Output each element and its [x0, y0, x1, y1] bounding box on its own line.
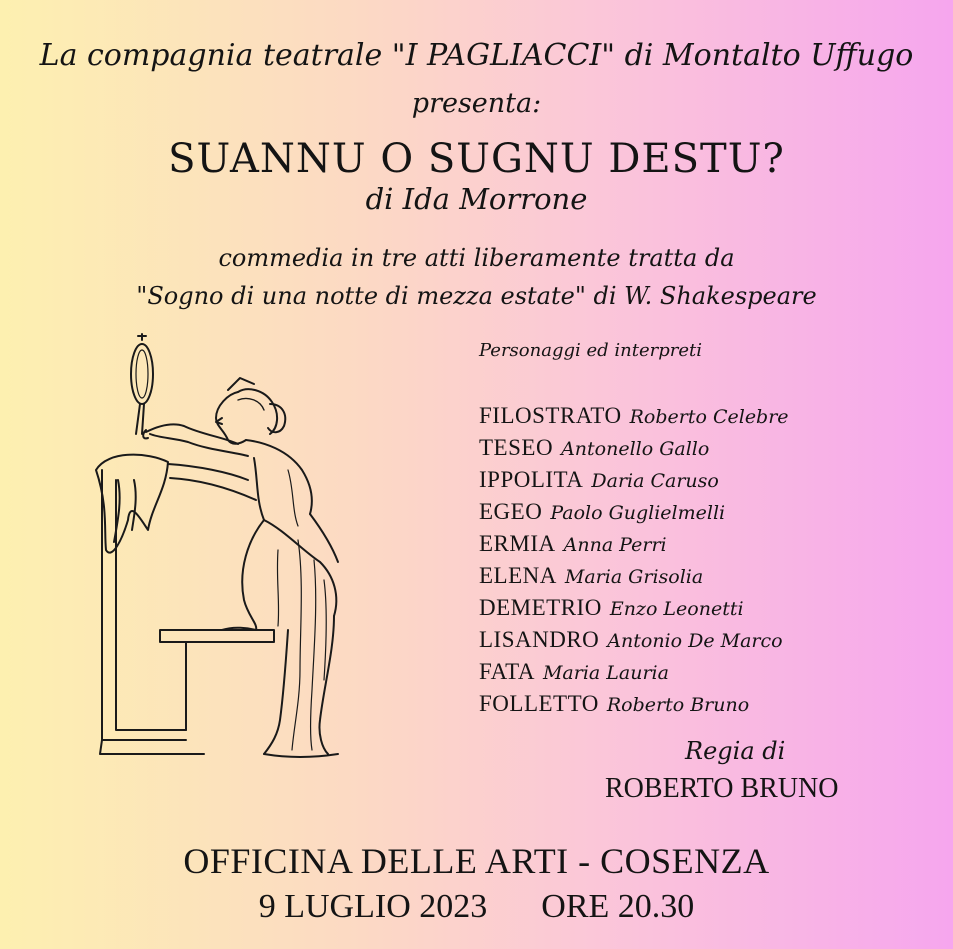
cast-member [479, 688, 789, 720]
cast-member [479, 592, 789, 624]
venue: OFFICINA DELLE ARTI - COSENZA [183, 841, 770, 881]
director-label: Regia di [685, 737, 786, 765]
cast-member [479, 432, 789, 464]
play-title: SUANNU O SUGNU DESTU? [168, 136, 785, 182]
cast-actor: Roberto Bruno [606, 694, 750, 716]
cast-actor: Maria Lauria [542, 662, 669, 684]
cast-list [479, 400, 789, 720]
cast-actor: Roberto Celebre [629, 406, 789, 428]
event-date: 9 LUGLIO 2023 [258, 888, 488, 925]
cast-actor: Antonello Gallo [561, 438, 710, 460]
cast-actor: Maria Grisolia [564, 566, 704, 588]
cast-role: FILOSTRATO [479, 403, 622, 428]
cast-role: TESEO [479, 435, 554, 460]
cast-role: FATA [479, 659, 535, 684]
cast-actor: Paolo Guglielmelli [550, 502, 726, 524]
play-author: di Ida Morrone [365, 182, 588, 216]
cast-member [479, 496, 789, 528]
cast-role: LISANDRO [479, 627, 600, 652]
cast-role: DEMETRIO [479, 595, 602, 620]
cast-member [479, 528, 789, 560]
cast-role: FOLLETTO [479, 691, 599, 716]
cast-actor: Daria Caruso [591, 470, 719, 492]
cast-member [479, 624, 789, 656]
cast-member [479, 464, 789, 496]
cast-role: ELENA [479, 563, 557, 588]
company-line: La compagnia teatrale "I PAGLIACCI" di Montalto Uffugo [39, 38, 914, 73]
director-name: ROBERTO BRUNO [605, 773, 839, 804]
cast-role: IPPOLITA [479, 467, 584, 492]
cast-actor: Enzo Leonetti [609, 598, 744, 620]
event-time: ORE 20.30 [541, 888, 695, 925]
cast-actor: Anna Perri [563, 534, 667, 556]
presents-line: presenta: [411, 88, 542, 119]
cast-role: EGEO [479, 499, 543, 524]
cast-member [479, 400, 789, 432]
cast-actor: Antonio De Marco [607, 630, 783, 652]
cast-member [479, 560, 789, 592]
play-description-line-1: commedia in tre atti liberamente tratta da [218, 244, 735, 272]
cast-member [479, 656, 789, 688]
cast-heading: Personaggi ed interpreti [479, 340, 702, 361]
date-time-line [0, 888, 953, 926]
cast-role: ERMIA [479, 531, 556, 556]
classical-woman-with-mirror-illustration [88, 330, 368, 775]
play-description-line-2: "Sogno di una notte di mezza estate" di W. Shakespeare [136, 282, 817, 310]
